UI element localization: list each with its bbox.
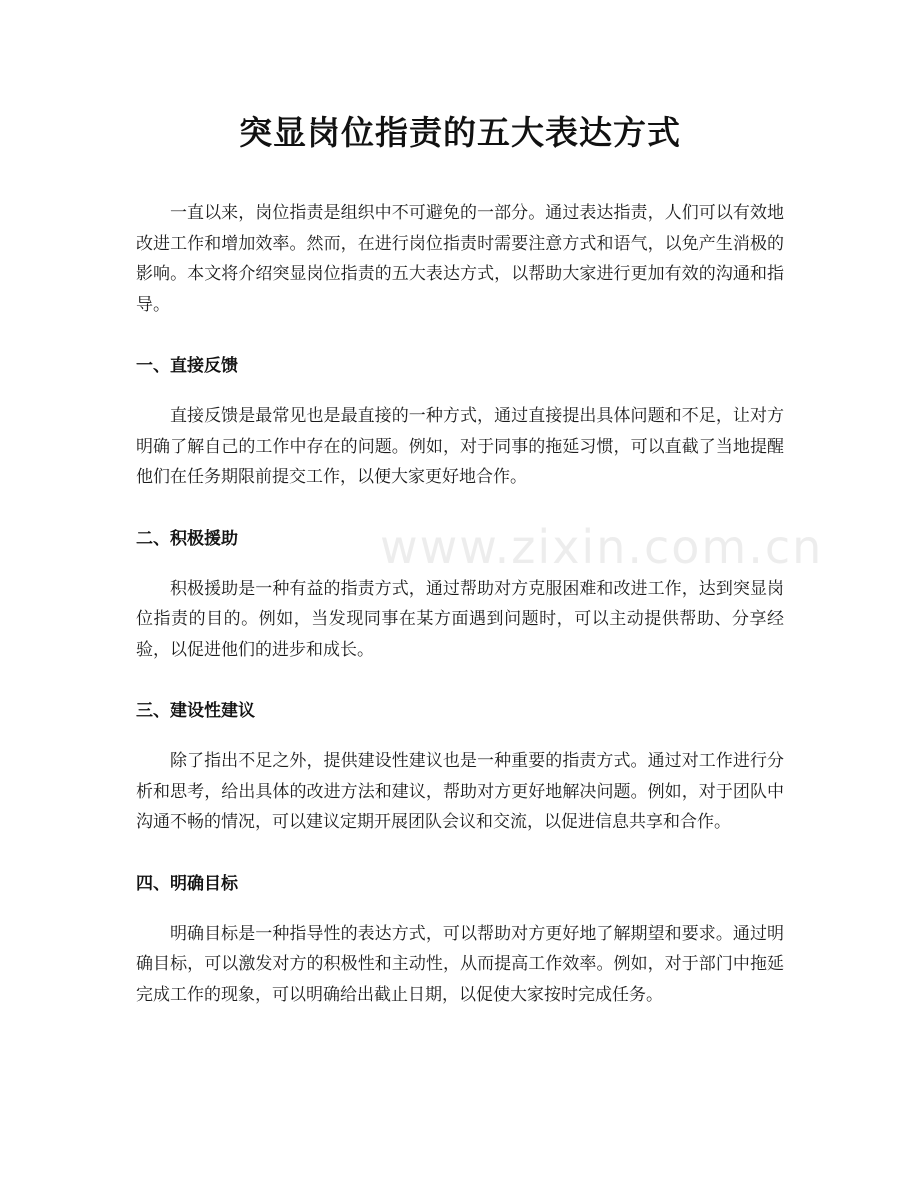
section-body: 积极援助是一种有益的指责方式，通过帮助对方克服困难和改进工作，达到突显岗位指责的目的。例如，当发现同事在某方面遇到问题时，可以主动提供帮助、分享经验，以促进他们的进步和成长。 [136, 578, 784, 660]
section-constructive-suggestions [136, 699, 784, 838]
section-heading: 三、建设性建议 [136, 701, 255, 721]
section-direct-feedback [136, 354, 784, 493]
watermark: www.zixin.com.cn [380, 520, 824, 574]
section-body: 除了指出不足之外，提供建设性建议也是一种重要的指责方式。通过对工作进行分析和思考，给出具体的改进方法和建议，帮助对方更好地解决问题。例如，对于团队中沟通不畅的情况，可以建议定期开展团队会议和交流，以促进信息共享和合作。 [136, 751, 784, 832]
section-heading: 四、明确目标 [136, 873, 238, 894]
document-title: 突显岗位指责的五大表达方式 [239, 113, 681, 152]
intro-paragraph: 一直以来，岗位指责是组织中不可避免的一部分。通过表达指责，人们可以有效地改进工作和增加效率。然而，在进行岗位指责时需要注意方式和语气，以免产生消极的影响。本文将介绍突显岗位指责的五大表达方式，以帮助大家进行更加有效的沟通和指导。 [136, 203, 784, 315]
section-body: 明确目标是一种指导性的表达方式，可以帮助对方更好地了解期望和要求。通过明确目标，可以激发对方的积极性和主动性，从而提高工作效率。例如，对于部门中拖延完成工作的现象，可以明确给出截止日期，以促使大家按时完成任务。 [136, 923, 784, 1005]
section-active-assistance [136, 527, 784, 666]
section-heading: 二、积极援助 [136, 528, 238, 549]
section-clear-goals [136, 872, 784, 1011]
section-body: 直接反馈是最常见也是最直接的一种方式，通过直接提出具体问题和不足，让对方明确了解自己的工作中存在的问题。例如，对于同事的拖延习惯，可以直截了当地提醒他们在任务期限前提交工作，以便大家更好地合作。 [136, 406, 784, 487]
section-heading: 一、直接反馈 [136, 356, 238, 376]
